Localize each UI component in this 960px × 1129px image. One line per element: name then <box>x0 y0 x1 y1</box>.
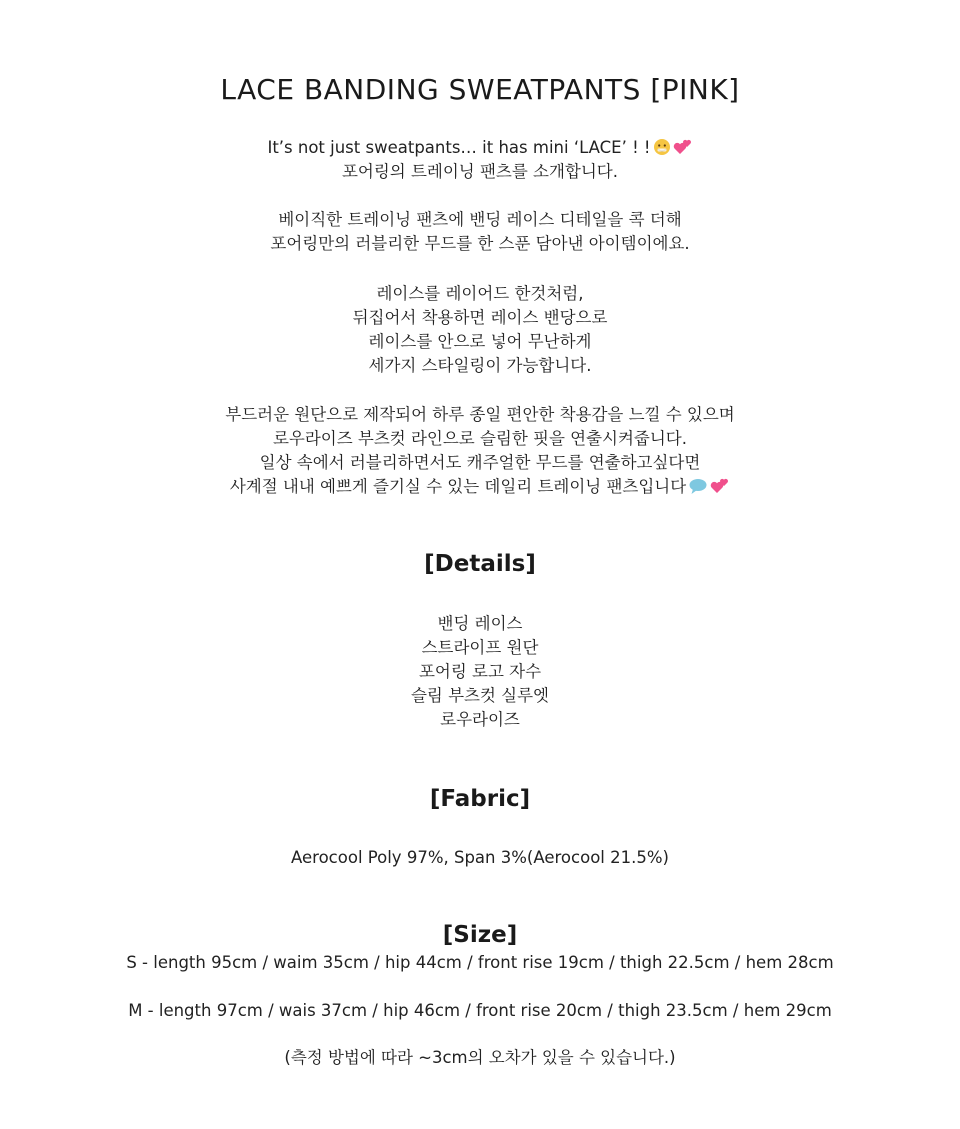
details-item: 슬림 부츠컷 실루엣 <box>410 686 549 705</box>
intro-line-1: It’s not just sweatpants… it has mini ‘LACE’ ! ! <box>0 136 960 160</box>
size-note: (측정 방법에 따라 ~3cm의 오차가 있을 수 있습니다.) <box>284 1048 676 1067</box>
details-heading: [Details] <box>424 551 536 577</box>
details-list <box>0 612 960 732</box>
paragraph-3-line-2: 뒤집어서 착용하면 레이스 밴당으로 <box>352 308 608 327</box>
details-item: 밴딩 레이스 <box>437 614 523 633</box>
fabric-text: Aerocool Poly 97%, Span 3%(Aerocool 21.5%) <box>291 848 669 867</box>
size-m-text: M - length 97cm / wais 37cm / hip 46cm / front rise 20cm / thigh 23.5cm / hem 29cm <box>128 1001 832 1020</box>
paragraph-4 <box>0 403 960 499</box>
paragraph-2-line-2: 포어링만의 러블리한 무드를 한 스푼 담아낸 아이템이에요. <box>270 234 690 253</box>
size-s-text: S - length 95cm / waim 35cm / hip 44cm / front rise 19cm / thigh 22.5cm / hem 28cm <box>126 953 834 972</box>
paragraph-4-line-3: 일상 속에서 러블리하면서도 캐주얼한 무드를 연출하고싶다면 <box>259 453 701 472</box>
paragraph-2-line-1: 베이직한 트레이닝 팬츠에 밴딩 레이스 디테일을 콕 더해 <box>278 210 682 229</box>
speech-bubble-icon <box>688 477 708 502</box>
intro-paragraph <box>0 136 960 184</box>
paragraph-3-line-1: 레이스를 레이어드 한것처럼, <box>376 284 584 303</box>
fabric-section <box>0 846 960 870</box>
paragraph-2 <box>0 208 960 256</box>
size-heading: [Size] <box>442 922 518 948</box>
size-s-row <box>0 951 960 975</box>
size-m-row <box>0 999 960 1023</box>
paragraph-3-line-3: 레이스를 안으로 넣어 무난하게 <box>368 332 592 351</box>
paragraph-3-line-4: 세가지 스타일링이 가능합니다. <box>368 356 592 375</box>
intro-line-2: 포어링의 트레이닝 팬츠를 소개합니다. <box>341 162 618 181</box>
two-hearts-icon <box>673 138 693 163</box>
paragraph-4-line-2: 로우라이즈 부츠컷 라인으로 슬림한 핏을 연출시켜줍니다. <box>272 429 687 448</box>
size-note-row <box>0 1046 960 1070</box>
smiling-face-icon <box>653 138 671 163</box>
paragraph-3 <box>0 282 960 378</box>
details-item: 로우라이즈 <box>440 710 520 729</box>
paragraph-4-line-4: 사계절 내내 예쁘게 즐기실 수 있는 데일리 트레이닝 팬츠입니다 <box>0 475 960 499</box>
product-title: LACE BANDING SWEATPANTS [PINK] <box>220 72 740 106</box>
details-item: 포어링 로고 자수 <box>418 662 542 681</box>
details-item: 스트라이프 원단 <box>421 638 539 657</box>
two-hearts-icon <box>710 477 730 502</box>
paragraph-4-line-1: 부드러운 원단으로 제작되어 하루 종일 편안한 착용감을 느낄 수 있으며 <box>225 405 735 424</box>
fabric-heading: [Fabric] <box>429 786 531 812</box>
